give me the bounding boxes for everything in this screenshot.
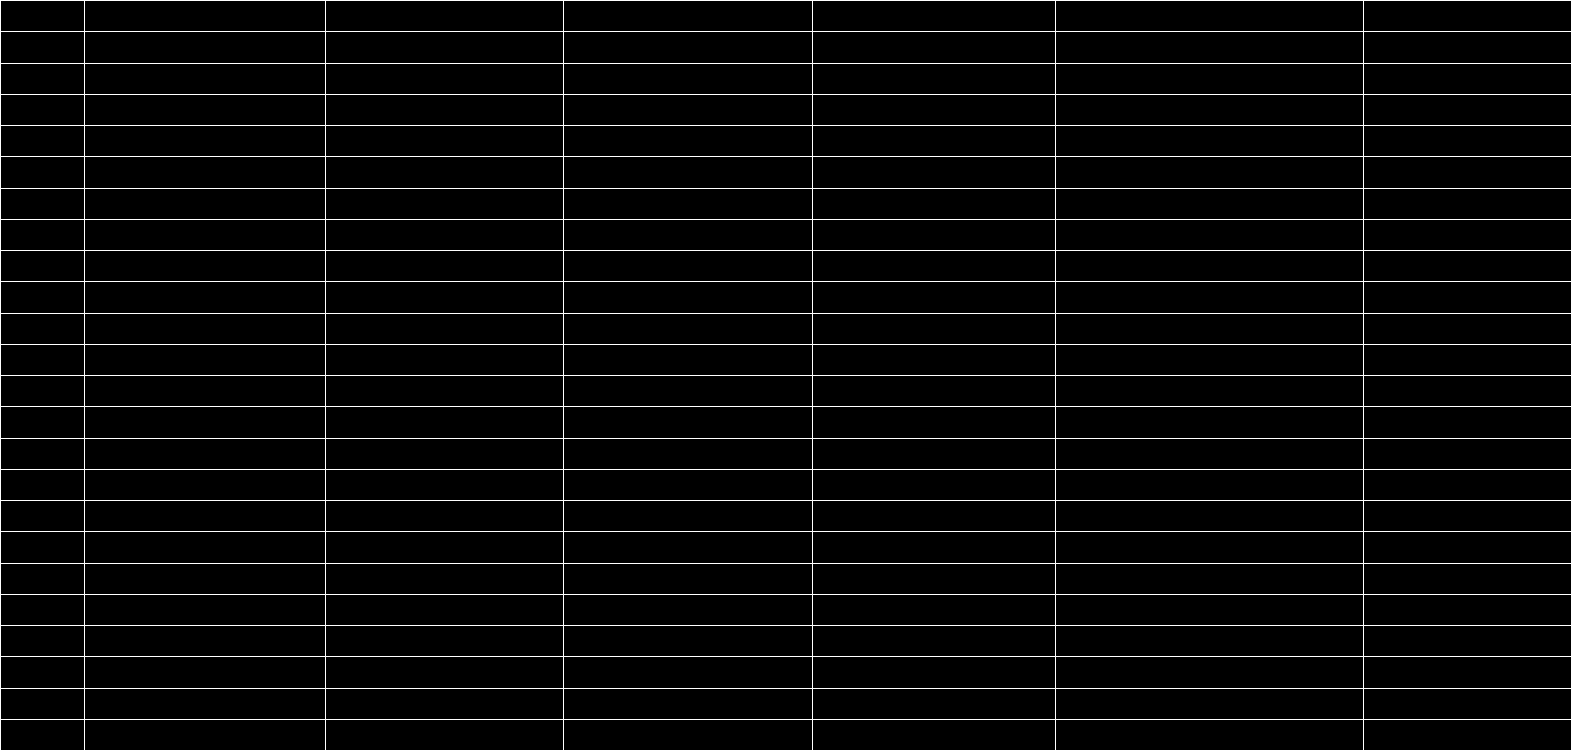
table-cell[interactable] bbox=[85, 251, 326, 282]
table-cell[interactable] bbox=[1056, 469, 1364, 500]
table-cell[interactable] bbox=[1, 719, 85, 750]
table-cell[interactable] bbox=[1, 32, 85, 63]
table-row[interactable] bbox=[1, 344, 1572, 375]
table-cell[interactable] bbox=[1364, 282, 1572, 313]
table-cell[interactable] bbox=[563, 282, 812, 313]
table-cell[interactable] bbox=[812, 63, 1056, 94]
table-cell[interactable] bbox=[326, 376, 564, 407]
table-cell[interactable] bbox=[1, 532, 85, 563]
table-cell[interactable] bbox=[812, 219, 1056, 250]
table-cell[interactable] bbox=[1, 63, 85, 94]
table-cell[interactable] bbox=[85, 594, 326, 625]
table-cell[interactable] bbox=[812, 251, 1056, 282]
table-cell[interactable] bbox=[812, 407, 1056, 438]
table-cell[interactable] bbox=[326, 251, 564, 282]
table-cell[interactable] bbox=[563, 626, 812, 657]
table-cell[interactable] bbox=[1, 188, 85, 219]
table-cell[interactable] bbox=[1, 594, 85, 625]
table-row[interactable] bbox=[1, 688, 1572, 719]
table-cell[interactable] bbox=[1364, 594, 1572, 625]
table-cell[interactable] bbox=[1056, 532, 1364, 563]
table-cell[interactable] bbox=[326, 344, 564, 375]
table-cell[interactable] bbox=[1364, 626, 1572, 657]
table-cell[interactable] bbox=[85, 501, 326, 532]
table-cell[interactable] bbox=[85, 157, 326, 188]
table-cell[interactable] bbox=[1364, 32, 1572, 63]
table-cell[interactable] bbox=[326, 313, 564, 344]
table-cell[interactable] bbox=[563, 157, 812, 188]
table-row[interactable] bbox=[1, 251, 1572, 282]
table-cell[interactable] bbox=[1056, 407, 1364, 438]
table-cell[interactable] bbox=[1, 313, 85, 344]
table-cell[interactable] bbox=[812, 719, 1056, 750]
table-row[interactable] bbox=[1, 219, 1572, 250]
table-cell[interactable] bbox=[1364, 1, 1572, 32]
table-cell[interactable] bbox=[1, 219, 85, 250]
table-cell[interactable] bbox=[326, 469, 564, 500]
table-cell[interactable] bbox=[563, 376, 812, 407]
table-row[interactable] bbox=[1, 1, 1572, 32]
table-cell[interactable] bbox=[1364, 251, 1572, 282]
table-cell[interactable] bbox=[1364, 188, 1572, 219]
table-cell[interactable] bbox=[85, 313, 326, 344]
table-cell[interactable] bbox=[326, 1, 564, 32]
table-cell[interactable] bbox=[326, 157, 564, 188]
table-cell[interactable] bbox=[563, 501, 812, 532]
table-cell[interactable] bbox=[812, 469, 1056, 500]
table-cell[interactable] bbox=[326, 407, 564, 438]
table-cell[interactable] bbox=[812, 313, 1056, 344]
table-row[interactable] bbox=[1, 501, 1572, 532]
table-cell[interactable] bbox=[812, 594, 1056, 625]
table-cell[interactable] bbox=[1364, 157, 1572, 188]
table-cell[interactable] bbox=[563, 594, 812, 625]
table-cell[interactable] bbox=[812, 157, 1056, 188]
table-cell[interactable] bbox=[85, 94, 326, 125]
table-cell[interactable] bbox=[326, 501, 564, 532]
table-row[interactable] bbox=[1, 719, 1572, 750]
table-cell[interactable] bbox=[85, 657, 326, 688]
table-cell[interactable] bbox=[1, 438, 85, 469]
table-cell[interactable] bbox=[1364, 719, 1572, 750]
table-cell[interactable] bbox=[1, 1, 85, 32]
table-cell[interactable] bbox=[812, 626, 1056, 657]
table-cell[interactable] bbox=[812, 32, 1056, 63]
table-cell[interactable] bbox=[85, 1, 326, 32]
table-cell[interactable] bbox=[85, 219, 326, 250]
data-grid-body bbox=[1, 1, 1572, 751]
table-cell[interactable] bbox=[1364, 532, 1572, 563]
table-cell[interactable] bbox=[1, 157, 85, 188]
table-row[interactable] bbox=[1, 657, 1572, 688]
table-cell[interactable] bbox=[1056, 344, 1364, 375]
table-cell[interactable] bbox=[85, 126, 326, 157]
table-cell[interactable] bbox=[563, 407, 812, 438]
table-cell[interactable] bbox=[1056, 188, 1364, 219]
table-cell[interactable] bbox=[85, 469, 326, 500]
table-cell[interactable] bbox=[812, 126, 1056, 157]
table-cell[interactable] bbox=[563, 126, 812, 157]
table-cell[interactable] bbox=[812, 188, 1056, 219]
table-row[interactable] bbox=[1, 532, 1572, 563]
table-cell[interactable] bbox=[1, 251, 85, 282]
table-cell[interactable] bbox=[326, 126, 564, 157]
table-cell[interactable] bbox=[563, 657, 812, 688]
table-cell[interactable] bbox=[1364, 313, 1572, 344]
table-cell[interactable] bbox=[85, 282, 326, 313]
table-cell[interactable] bbox=[563, 188, 812, 219]
table-cell[interactable] bbox=[326, 282, 564, 313]
table-row[interactable] bbox=[1, 126, 1572, 157]
table-cell[interactable] bbox=[1056, 438, 1364, 469]
table-cell[interactable] bbox=[85, 32, 326, 63]
table-cell[interactable] bbox=[85, 563, 326, 594]
table-cell[interactable] bbox=[1056, 594, 1364, 625]
table-cell[interactable] bbox=[563, 251, 812, 282]
table-cell[interactable] bbox=[85, 344, 326, 375]
table-cell[interactable] bbox=[326, 594, 564, 625]
table-cell[interactable] bbox=[326, 719, 564, 750]
table-cell[interactable] bbox=[1, 688, 85, 719]
table-cell[interactable] bbox=[563, 63, 812, 94]
table-row[interactable] bbox=[1, 157, 1572, 188]
table-cell[interactable] bbox=[1056, 719, 1364, 750]
table-cell[interactable] bbox=[85, 188, 326, 219]
table-cell[interactable] bbox=[1056, 1, 1364, 32]
table-cell[interactable] bbox=[1056, 219, 1364, 250]
table-cell[interactable] bbox=[1056, 501, 1364, 532]
table-cell[interactable] bbox=[1, 626, 85, 657]
table-row[interactable] bbox=[1, 63, 1572, 94]
table-cell[interactable] bbox=[85, 688, 326, 719]
table-cell[interactable] bbox=[85, 407, 326, 438]
table-cell[interactable] bbox=[1364, 219, 1572, 250]
table-cell[interactable] bbox=[326, 532, 564, 563]
table-cell[interactable] bbox=[563, 469, 812, 500]
table-row[interactable] bbox=[1, 469, 1572, 500]
table-cell[interactable] bbox=[326, 657, 564, 688]
table-cell[interactable] bbox=[812, 344, 1056, 375]
table-cell[interactable] bbox=[1056, 251, 1364, 282]
table-row[interactable] bbox=[1, 282, 1572, 313]
table-cell[interactable] bbox=[1364, 407, 1572, 438]
table-cell[interactable] bbox=[1056, 32, 1364, 63]
table-cell[interactable] bbox=[326, 63, 564, 94]
table-cell[interactable] bbox=[1, 376, 85, 407]
table-cell[interactable] bbox=[563, 1, 812, 32]
table-cell[interactable] bbox=[1056, 376, 1364, 407]
table-cell[interactable] bbox=[85, 63, 326, 94]
table-cell[interactable] bbox=[812, 438, 1056, 469]
table-row[interactable] bbox=[1, 32, 1572, 63]
table-cell[interactable] bbox=[1056, 282, 1364, 313]
table-cell[interactable] bbox=[812, 1, 1056, 32]
table-cell[interactable] bbox=[1, 94, 85, 125]
table-cell[interactable] bbox=[1056, 313, 1364, 344]
table-cell[interactable] bbox=[1, 469, 85, 500]
table-cell[interactable] bbox=[1056, 157, 1364, 188]
table-cell[interactable] bbox=[563, 94, 812, 125]
table-row[interactable] bbox=[1, 188, 1572, 219]
table-cell[interactable] bbox=[1056, 626, 1364, 657]
table-cell[interactable] bbox=[1, 501, 85, 532]
table-cell[interactable] bbox=[326, 563, 564, 594]
table-cell[interactable] bbox=[563, 32, 812, 63]
table-cell[interactable] bbox=[326, 219, 564, 250]
table-cell[interactable] bbox=[812, 376, 1056, 407]
table-cell[interactable] bbox=[563, 688, 812, 719]
table-cell[interactable] bbox=[812, 532, 1056, 563]
table-cell[interactable] bbox=[812, 563, 1056, 594]
table-row[interactable] bbox=[1, 563, 1572, 594]
table-cell[interactable] bbox=[563, 313, 812, 344]
table-cell[interactable] bbox=[1364, 469, 1572, 500]
table-cell[interactable] bbox=[326, 438, 564, 469]
table-cell[interactable] bbox=[326, 188, 564, 219]
table-cell[interactable] bbox=[85, 719, 326, 750]
table-cell[interactable] bbox=[563, 438, 812, 469]
table-cell[interactable] bbox=[563, 563, 812, 594]
table-row[interactable] bbox=[1, 376, 1572, 407]
table-cell[interactable] bbox=[1, 126, 85, 157]
table-cell[interactable] bbox=[326, 626, 564, 657]
table-cell[interactable] bbox=[326, 32, 564, 63]
table-cell[interactable] bbox=[85, 532, 326, 563]
table-cell[interactable] bbox=[1364, 376, 1572, 407]
table-cell[interactable] bbox=[1056, 126, 1364, 157]
table-cell[interactable] bbox=[1364, 94, 1572, 125]
table-cell[interactable] bbox=[1364, 563, 1572, 594]
table-cell[interactable] bbox=[563, 532, 812, 563]
table-cell[interactable] bbox=[812, 94, 1056, 125]
table-cell[interactable] bbox=[1364, 344, 1572, 375]
table-cell[interactable] bbox=[1, 657, 85, 688]
table-cell[interactable] bbox=[563, 344, 812, 375]
table-cell[interactable] bbox=[1364, 501, 1572, 532]
table-cell[interactable] bbox=[812, 282, 1056, 313]
table-row[interactable] bbox=[1, 438, 1572, 469]
table-cell[interactable] bbox=[1364, 438, 1572, 469]
table-cell[interactable] bbox=[1, 563, 85, 594]
table-cell[interactable] bbox=[812, 657, 1056, 688]
table-cell[interactable] bbox=[85, 626, 326, 657]
table-cell[interactable] bbox=[1364, 126, 1572, 157]
table-cell[interactable] bbox=[1056, 563, 1364, 594]
table-cell[interactable] bbox=[1, 344, 85, 375]
table-row[interactable] bbox=[1, 94, 1572, 125]
table-cell[interactable] bbox=[1056, 63, 1364, 94]
table-cell[interactable] bbox=[563, 719, 812, 750]
table-cell[interactable] bbox=[1056, 94, 1364, 125]
table-cell[interactable] bbox=[812, 688, 1056, 719]
table-cell[interactable] bbox=[85, 376, 326, 407]
table-row[interactable] bbox=[1, 407, 1572, 438]
table-cell[interactable] bbox=[1364, 657, 1572, 688]
table-row[interactable] bbox=[1, 313, 1572, 344]
table-cell[interactable] bbox=[326, 94, 564, 125]
table-cell[interactable] bbox=[1364, 63, 1572, 94]
table-cell[interactable] bbox=[563, 219, 812, 250]
table-cell[interactable] bbox=[1, 282, 85, 313]
table-row[interactable] bbox=[1, 626, 1572, 657]
table-cell[interactable] bbox=[326, 688, 564, 719]
table-row[interactable] bbox=[1, 594, 1572, 625]
table-cell[interactable] bbox=[1056, 688, 1364, 719]
table-cell[interactable] bbox=[1364, 688, 1572, 719]
table-cell[interactable] bbox=[1, 407, 85, 438]
table-cell[interactable] bbox=[812, 501, 1056, 532]
table-cell[interactable] bbox=[85, 438, 326, 469]
table-cell[interactable] bbox=[1056, 657, 1364, 688]
